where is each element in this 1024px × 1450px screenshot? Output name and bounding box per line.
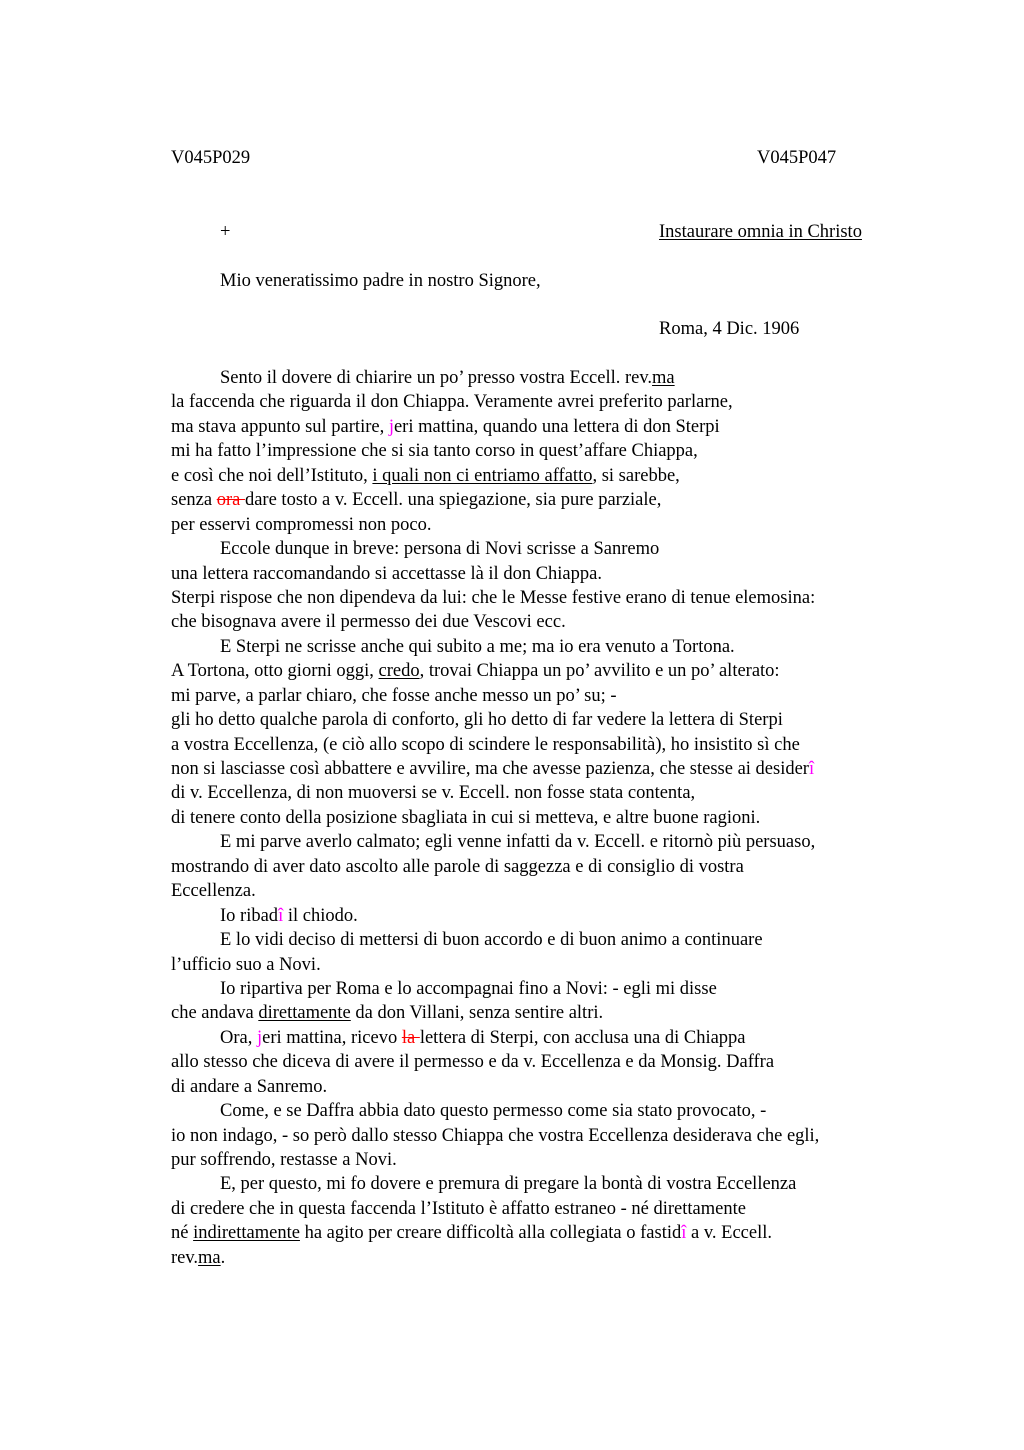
header-code-right: V045P047 xyxy=(757,148,837,168)
letter-line xyxy=(171,757,911,781)
text-run: eri mattina, ricevo xyxy=(262,1027,402,1048)
letter-line xyxy=(171,488,911,512)
letter-line xyxy=(171,1246,911,1270)
text-run: , si sarebbe, xyxy=(592,465,680,486)
letter-line: E lo vidi deciso di mettersi di buon accordo e di buon animo a continuare xyxy=(220,930,763,951)
place-date: Roma, 4 Dic. 1906 xyxy=(659,319,800,339)
underlined-text: credo xyxy=(378,661,420,682)
letter-line: di tenere conto della posizione sbagliata in cui si metteva, e altre buone ragioni. xyxy=(171,807,761,828)
deleted-text: ora xyxy=(216,490,245,511)
letter-line: E Sterpi ne scrisse anche qui subito a me; ma io era venuto a Tortona. xyxy=(220,636,735,657)
letter-line: mostrando di aver dato ascolto alle parole di saggezza e di consiglio di vostra xyxy=(171,856,744,877)
letter-line: di v. Eccellenza, di non muoversi se v. Eccell. non fosse stata contenta, xyxy=(171,783,696,804)
inserted-letter: j xyxy=(256,1027,263,1048)
salutation: Mio veneratissimo padre in nostro Signore, xyxy=(220,271,541,291)
letter-line xyxy=(171,366,911,390)
letter-line: Io ripartiva per Roma e lo accompagnai fino a Novi: - egli mi disse xyxy=(220,978,717,999)
text-run: Io ribad xyxy=(220,905,279,926)
letter-line: la faccenda che riguarda il don Chiappa. Veramente avrei preferito parlarne, xyxy=(171,392,733,413)
text-run: e così che noi dell’Istituto, xyxy=(171,465,373,486)
letter-line: Eccellenza. xyxy=(171,881,256,902)
underlined-text: ma xyxy=(198,1247,221,1268)
underlined-text: direttamente xyxy=(258,1003,351,1024)
letter-line: E mi parve averlo calmato; egli venne infatti da v. Eccell. e ritornò più persuaso, xyxy=(220,832,816,853)
text-run: che andava xyxy=(171,1003,259,1024)
letter-line: gli ho detto qualche parola di conforto, gli ho detto di far vedere la lettera di Sterpi xyxy=(171,710,783,731)
text-run: dare tosto a v. Eccell. una spiegazione, sia pure parziale, xyxy=(244,490,662,511)
letter-line: Sterpi rispose che non dipendeva da lui: che le Messe festive erano di tenue elemosina: xyxy=(171,587,816,608)
letter-line xyxy=(171,1221,911,1245)
letter-line xyxy=(171,415,911,439)
letter-line: mi parve, a parlar chiaro, che fosse anche messo un po’ su; - xyxy=(171,685,617,706)
text-run: . xyxy=(220,1247,226,1268)
inserted-letter: î xyxy=(278,905,284,926)
letter-line xyxy=(171,659,911,683)
letter-line: mi ha fatto l’impressione che si sia tanto corso in quest’affare Chiappa, xyxy=(171,441,698,462)
letter-line: io non indago, - so però dallo stesso Chiappa che vostra Eccellenza desiderava che egli, xyxy=(171,1125,820,1146)
text-run: Sento il dovere di chiarire un po’ presso vostra Eccell. rev. xyxy=(220,368,653,388)
letter-body xyxy=(171,366,911,1270)
text-run: Ora, xyxy=(220,1027,257,1048)
text-run: rev. xyxy=(171,1247,199,1268)
text-run: senza xyxy=(171,490,217,511)
text-run: il chiodo. xyxy=(283,905,358,926)
cross-symbol: + xyxy=(220,222,231,242)
letter-line xyxy=(171,1001,911,1025)
underlined-text: indirettamente xyxy=(193,1223,300,1244)
text-run: da don Villani, senza sentire altri. xyxy=(350,1003,604,1024)
inserted-letter: j xyxy=(388,416,394,437)
inserted-letter: î xyxy=(808,759,815,779)
letter-line: Eccole dunque in breve: persona di Novi scrisse a Sanremo xyxy=(220,539,660,560)
letter-line xyxy=(171,1026,911,1050)
text-run: A Tortona, otto giorni oggi, xyxy=(171,661,379,682)
underlined-text: i quali non ci entriamo affatto xyxy=(372,465,593,486)
letter-line xyxy=(171,464,911,488)
letter-line: a vostra Eccellenza, (e ciò allo scopo di scindere le responsabilità), ho insistito sì che xyxy=(171,734,800,755)
letter-line: E, per questo, mi fo dovere e premura di pregare la bontà di vostra Eccellenza xyxy=(220,1174,797,1195)
letter-line: pur soffrendo, restasse a Novi. xyxy=(171,1150,397,1170)
underlined-text: ma xyxy=(652,368,675,388)
letter-line: l’ufficio suo a Novi. xyxy=(171,954,321,975)
letter-line: che bisognava avere il permesso dei due Vescovi ecc. xyxy=(171,612,566,633)
letter-line: una lettera raccomandando si accettasse là il don Chiappa. xyxy=(171,563,602,584)
text-run: non si lasciasse così abbattere e avvilire, ma che avesse pazienza, che stesse ai desider xyxy=(171,759,809,779)
letter-line: Come, e se Daffra abbia dato questo permesso come sia stato provocato, - xyxy=(220,1101,767,1122)
text-run: ha agito per creare difficoltà alla collegiata o fastid xyxy=(299,1223,682,1244)
text-run: lettera di Sterpi, con acclusa una di Chiappa xyxy=(419,1027,746,1048)
motto: Instaurare omnia in Christo xyxy=(659,222,862,242)
letter-line xyxy=(171,904,911,928)
text-run: a v. Eccell. xyxy=(686,1223,772,1244)
header-code-left: V045P029 xyxy=(171,148,251,168)
letter-line: di credere che in questa faccenda l’Istituto è affatto estraneo - né direttamente xyxy=(171,1198,746,1219)
deleted-text: la xyxy=(401,1027,420,1048)
letter-line: per esservi compromessi non poco. xyxy=(171,514,432,535)
inserted-letter: î xyxy=(681,1223,687,1244)
text-run: , trovai Chiappa un po’ avvilito e un po’ alterato: xyxy=(419,661,780,682)
letter-line: allo stesso che diceva di avere il permesso e da v. Eccellenza e da Monsig. Daffra xyxy=(171,1052,775,1073)
letter-line: di andare a Sanremo. xyxy=(171,1076,328,1097)
text-run: ma stava appunto sul partire, xyxy=(171,416,389,437)
text-run: né xyxy=(171,1223,194,1244)
text-run: eri mattina, quando una lettera di don Sterpi xyxy=(393,416,720,437)
